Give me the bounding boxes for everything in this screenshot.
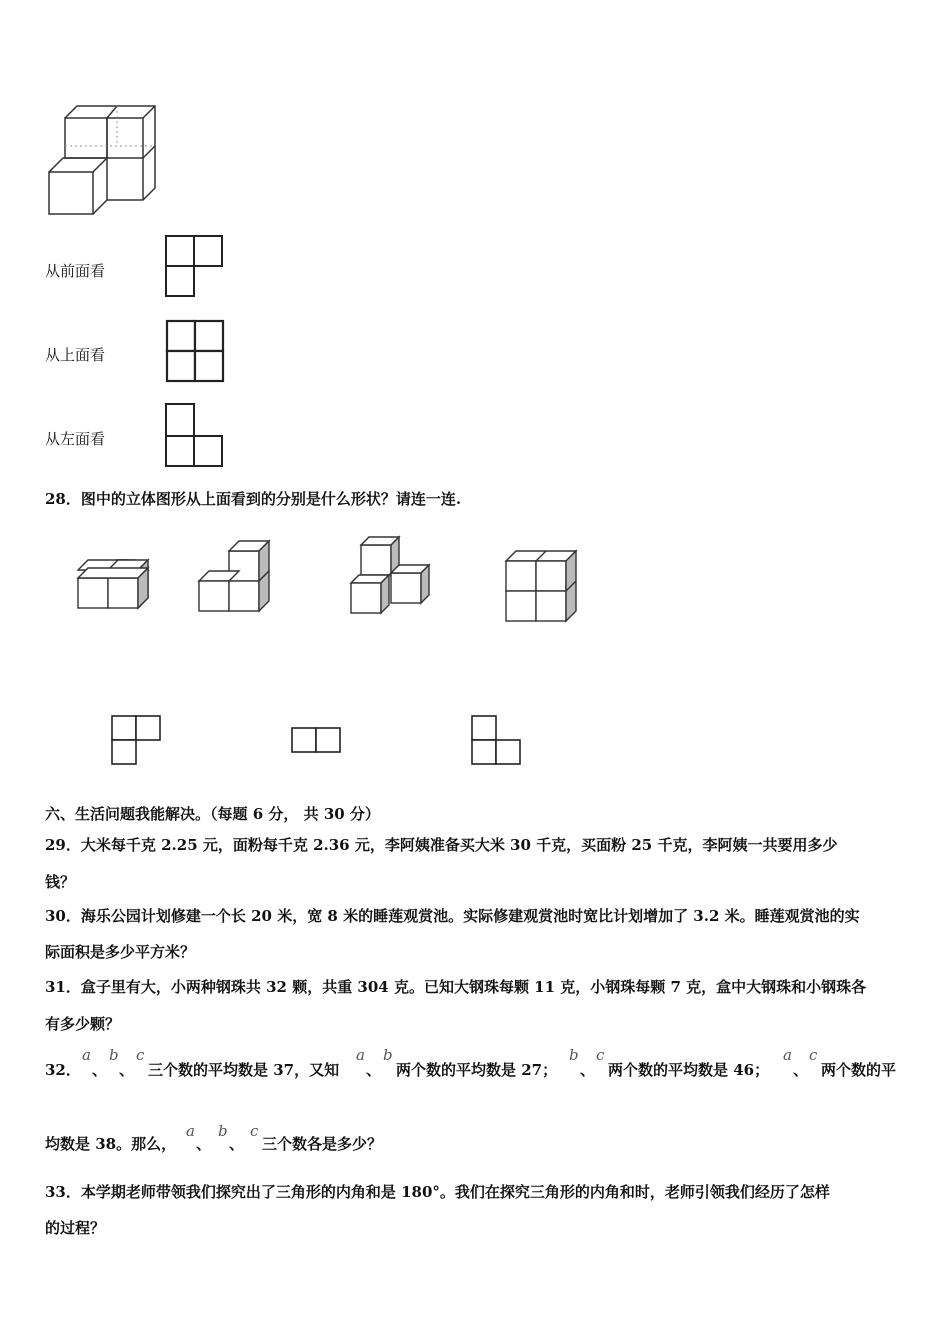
question-32-text1: 三个数的平均数是 37，又知 [148,1061,340,1079]
front-view-shape [164,234,226,300]
var-b: b [569,1046,579,1064]
var-c: c [136,1046,145,1064]
question-30-line1: 30．海乐公园计划修建一个长 20 米，宽 8 米的睡莲观赏池。实际修建观赏池时宽比计划增加了 3.2 米。睡莲观赏池的实 [45,907,860,925]
section-6-heading: 六、生活问题我能解决。（每题 6 分， 共 30 分） [45,805,380,823]
view-label-left: 从左面看 [45,430,106,448]
var-a: a [82,1046,91,1064]
question-32-number: 32． [45,1061,81,1079]
separator: 、 [366,1061,382,1079]
left-view-shape [164,402,226,470]
plan-shape-2 [291,727,343,755]
var-c: c [596,1046,605,1064]
question-31-line2: 有多少颗？ [45,1015,121,1033]
question-32-line2a: 均数是 38。那么， [45,1135,177,1153]
var-a: a [356,1046,365,1064]
separator: 、 [580,1061,596,1079]
var-c: c [809,1046,818,1064]
solid-figure-1 [76,552,156,614]
plan-shape-1 [111,715,163,767]
question-29-line2: 钱？ [45,873,76,891]
question-28: 28．图中的立体图形从上面看到的分别是什么形状？请连一连. [45,490,462,508]
question-32-text3: 两个数的平均数是 46； [608,1061,770,1079]
question-33-line1: 33．本学期老师带领我们探究出了三角形的内角和是 180°。我们在探究三角形的内角和时，老师引领我们经历了怎样 [45,1183,830,1201]
solid-figure-4 [504,549,584,629]
question-32-line2b: 三个数各是多少？ [262,1135,383,1153]
var-a: a [783,1046,792,1064]
separator: 、 [119,1061,135,1079]
var-b: b [218,1122,228,1140]
solid-figure-2 [197,539,277,619]
question-30-line2: 际面积是多少平方米？ [45,943,196,961]
separator: 、 [196,1135,212,1153]
solid-figure-3 [349,533,439,617]
question-32-text2: 两个数的平均数是 27； [396,1061,558,1079]
question-33-line2: 的过程？ [45,1219,106,1237]
separator: 、 [92,1061,108,1079]
separator: 、 [793,1061,809,1079]
plan-shape-3 [471,715,523,767]
var-b: b [109,1046,119,1064]
top-view-shape [164,318,228,384]
var-c: c [250,1122,259,1140]
question-31-line1: 31．盒子里有大，小两种钢珠共 32 颗，共重 304 克。已知大钢珠每颗 11 克，小钢珠每颗 7 克，盒中大钢珠和小钢珠各 [45,978,867,996]
var-b: b [383,1046,393,1064]
view-label-front: 从前面看 [45,262,106,280]
separator: 、 [229,1135,245,1153]
view-label-top: 从上面看 [45,346,106,364]
question-29-line1: 29．大米每千克 2.25 元，面粉每千克 2.36 元，李阿姨准备买大米 30 千克，买面粉 25 千克，李阿姨一共要用多少 [45,836,838,854]
var-a: a [186,1122,195,1140]
question-32-text4: 两个数的平 [821,1061,897,1079]
cube-figure-top [45,100,165,220]
